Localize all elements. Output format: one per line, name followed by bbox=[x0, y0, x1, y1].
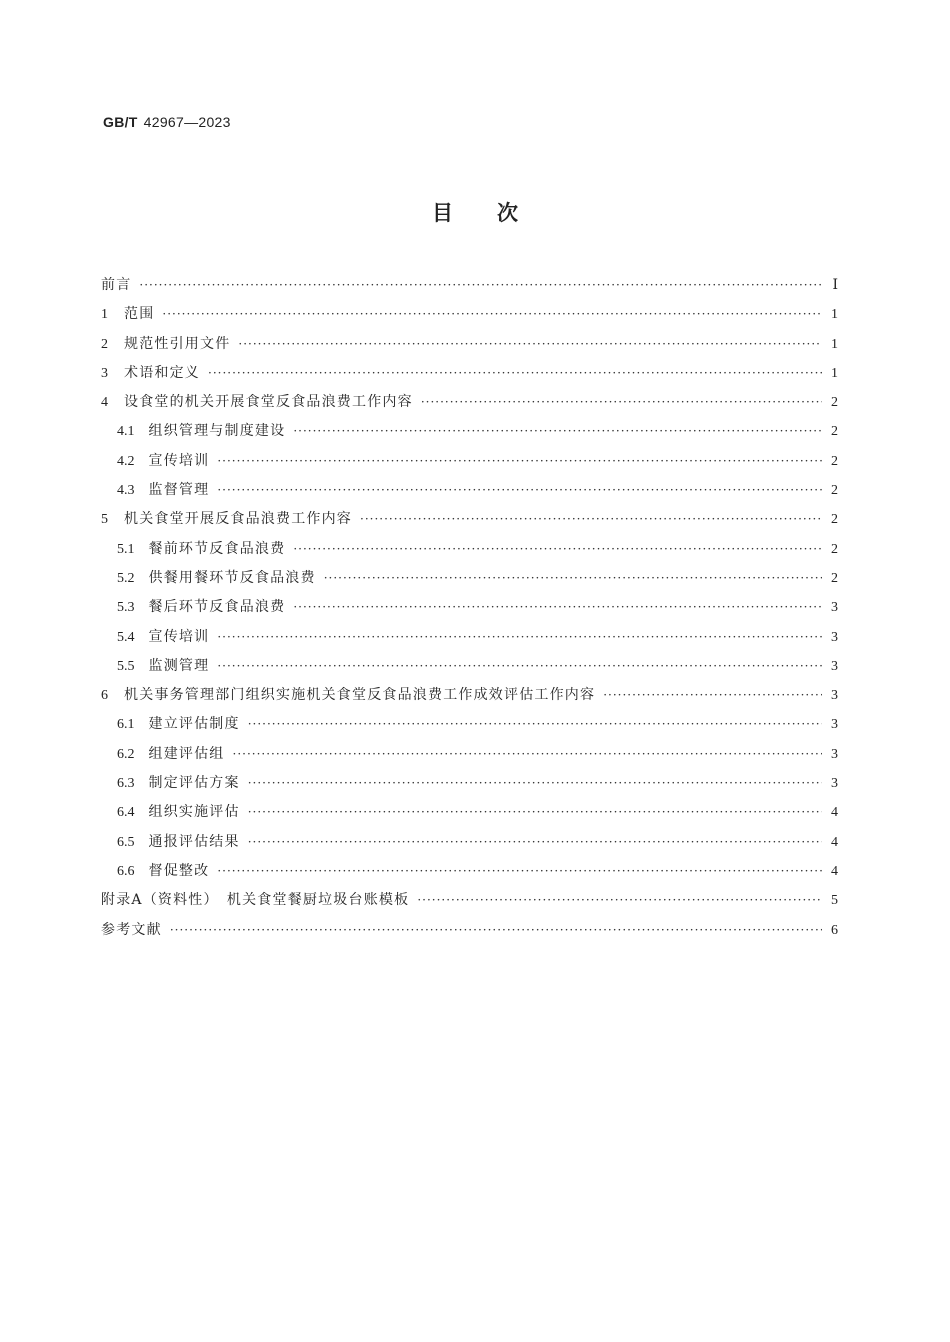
toc-entry-page: Ⅰ bbox=[832, 278, 838, 293]
toc-entry[interactable] bbox=[101, 681, 838, 710]
toc-entry[interactable] bbox=[101, 652, 838, 681]
toc-entry-number: 6.5 bbox=[117, 834, 135, 850]
toc-entry-page: 3 bbox=[831, 658, 838, 674]
toc-entry-number: 6.3 bbox=[117, 776, 135, 792]
toc-dot-leader bbox=[217, 623, 822, 652]
toc-entry-number: 5.3 bbox=[117, 600, 135, 616]
toc-dot-leader bbox=[170, 916, 822, 945]
toc-entry-label: 宣传培训 bbox=[148, 628, 210, 645]
toc-entry[interactable] bbox=[101, 476, 838, 505]
toc-entry-label: 范围 bbox=[124, 306, 155, 323]
toc-entry[interactable] bbox=[101, 447, 838, 476]
toc-entry[interactable] bbox=[101, 710, 838, 739]
toc-entry-label: 机关事务管理部门组织实施机关食堂反食品浪费工作成效评估工作内容 bbox=[124, 687, 596, 704]
toc-entry-page: 3 bbox=[831, 600, 838, 616]
toc-entry[interactable] bbox=[101, 857, 838, 886]
toc-entry-page: 4 bbox=[831, 805, 838, 821]
toc-dot-leader bbox=[248, 798, 822, 827]
toc-entry-number: 5.2 bbox=[117, 570, 135, 586]
toc-entry-label: 组织实施评估 bbox=[148, 804, 240, 821]
toc-entry-label: 建立评估制度 bbox=[148, 716, 240, 733]
toc-dot-leader bbox=[217, 476, 822, 505]
toc-dot-leader bbox=[324, 564, 822, 593]
toc-entry-page: 2 bbox=[831, 541, 838, 557]
toc-entry-page: 5 bbox=[831, 893, 838, 909]
toc-entry[interactable] bbox=[101, 916, 838, 945]
standard-number bbox=[103, 114, 231, 130]
toc-dot-leader bbox=[162, 300, 822, 329]
toc-entry-number: 5.1 bbox=[117, 541, 135, 557]
toc-entry-number: 6.1 bbox=[117, 717, 135, 733]
toc-entry-page: 2 bbox=[831, 453, 838, 469]
toc-entry-number: 2 bbox=[101, 336, 108, 352]
toc-dot-leader bbox=[293, 417, 822, 446]
toc-entry-label: 规范性引用文件 bbox=[124, 335, 231, 352]
toc-entry[interactable] bbox=[101, 535, 838, 564]
toc-entry-number: 5 bbox=[101, 512, 108, 528]
toc-entry-number: 6 bbox=[101, 688, 108, 704]
toc-entry[interactable] bbox=[101, 300, 838, 329]
table-of-contents bbox=[101, 271, 838, 945]
toc-entry-page: 1 bbox=[831, 336, 838, 352]
toc-dot-leader bbox=[360, 505, 822, 534]
toc-entry-page: 3 bbox=[831, 629, 838, 645]
toc-entry[interactable] bbox=[101, 593, 838, 622]
toc-entry[interactable] bbox=[101, 564, 838, 593]
toc-entry-number: 6.6 bbox=[117, 863, 135, 879]
toc-entry[interactable] bbox=[101, 417, 838, 446]
toc-entry-label: 附录A（资料性） 机关食堂餐厨垃圾台账模板 bbox=[101, 892, 410, 909]
toc-dot-leader bbox=[417, 886, 822, 915]
toc-entry-number: 4.3 bbox=[117, 483, 135, 499]
toc-entry-page: 2 bbox=[831, 512, 838, 528]
toc-entry-label: 机关食堂开展反食品浪费工作内容 bbox=[124, 511, 352, 528]
toc-entry-number: 3 bbox=[101, 365, 108, 381]
toc-entry[interactable] bbox=[101, 330, 838, 359]
toc-entry-number: 5.4 bbox=[117, 629, 135, 645]
toc-entry-number: 4.1 bbox=[117, 424, 135, 440]
toc-dot-leader bbox=[293, 593, 822, 622]
toc-entry-label: 参考文献 bbox=[101, 921, 162, 938]
toc-entry-label: 设食堂的机关开展食堂反食品浪费工作内容 bbox=[124, 394, 413, 411]
toc-entry-label: 术语和定义 bbox=[124, 364, 200, 381]
toc-dot-leader bbox=[248, 769, 822, 798]
toc-entry-page: 3 bbox=[831, 717, 838, 733]
toc-entry-page: 4 bbox=[831, 863, 838, 879]
toc-entry-number: 6.2 bbox=[117, 746, 135, 762]
toc-entry-label: 供餐用餐环节反食品浪费 bbox=[148, 569, 316, 586]
toc-entry-label: 制定评估方案 bbox=[148, 775, 240, 792]
toc-entry-label: 餐前环节反食品浪费 bbox=[148, 540, 286, 557]
toc-entry-page: 2 bbox=[831, 424, 838, 440]
toc-entry-page: 6 bbox=[831, 922, 838, 938]
toc-dot-leader bbox=[217, 447, 822, 476]
standard-code: GB/T bbox=[103, 114, 138, 130]
toc-entry-page: 2 bbox=[831, 570, 838, 586]
toc-entry-page: 2 bbox=[831, 395, 838, 411]
toc-entry-number: 4 bbox=[101, 395, 108, 411]
toc-entry-label: 监测管理 bbox=[148, 657, 210, 674]
toc-entry-page: 4 bbox=[831, 834, 838, 850]
toc-entry-page: 2 bbox=[831, 483, 838, 499]
toc-dot-leader bbox=[217, 857, 822, 886]
toc-entry[interactable] bbox=[101, 623, 838, 652]
toc-entry[interactable] bbox=[101, 359, 838, 388]
toc-entry[interactable] bbox=[101, 505, 838, 534]
toc-dot-leader bbox=[208, 359, 822, 388]
toc-entry[interactable] bbox=[101, 769, 838, 798]
toc-dot-leader bbox=[248, 828, 822, 857]
standard-year-number: 42967—2023 bbox=[143, 114, 231, 130]
page-title: 目次 bbox=[432, 201, 562, 225]
toc-entry[interactable] bbox=[101, 798, 838, 827]
toc-dot-leader bbox=[217, 652, 822, 681]
toc-entry-number: 5.5 bbox=[117, 658, 135, 674]
toc-entry-label: 通报评估结果 bbox=[148, 833, 240, 850]
toc-entry-number: 6.4 bbox=[117, 805, 135, 821]
toc-entry-label: 监督管理 bbox=[148, 482, 210, 499]
toc-entry-label: 督促整改 bbox=[148, 862, 210, 879]
toc-entry[interactable] bbox=[101, 388, 838, 417]
toc-entry[interactable] bbox=[101, 886, 838, 915]
toc-dot-leader bbox=[238, 330, 822, 359]
toc-dot-leader bbox=[233, 740, 823, 769]
toc-dot-leader bbox=[248, 710, 822, 739]
toc-entry-page: 1 bbox=[831, 307, 838, 323]
toc-dot-leader bbox=[293, 535, 822, 564]
toc-dot-leader bbox=[603, 681, 822, 710]
toc-entry-page: 1 bbox=[831, 365, 838, 381]
toc-entry-page: 3 bbox=[831, 776, 838, 792]
toc-entry[interactable] bbox=[101, 740, 838, 769]
toc-entry-label: 宣传培训 bbox=[148, 452, 210, 469]
toc-dot-leader bbox=[139, 271, 822, 300]
toc-entry-label: 组建评估组 bbox=[148, 745, 225, 762]
toc-entry[interactable] bbox=[101, 828, 838, 857]
toc-entry-page: 3 bbox=[831, 688, 838, 704]
toc-entry-number: 4.2 bbox=[117, 453, 135, 469]
toc-entry[interactable] bbox=[101, 271, 838, 300]
toc-entry-number: 1 bbox=[101, 307, 108, 323]
toc-entry-label: 组织管理与制度建设 bbox=[148, 423, 286, 440]
toc-dot-leader bbox=[421, 388, 822, 417]
toc-entry-label: 餐后环节反食品浪费 bbox=[148, 599, 286, 616]
toc-entry-page: 3 bbox=[831, 746, 838, 762]
toc-entry-label: 前言 bbox=[101, 277, 132, 293]
